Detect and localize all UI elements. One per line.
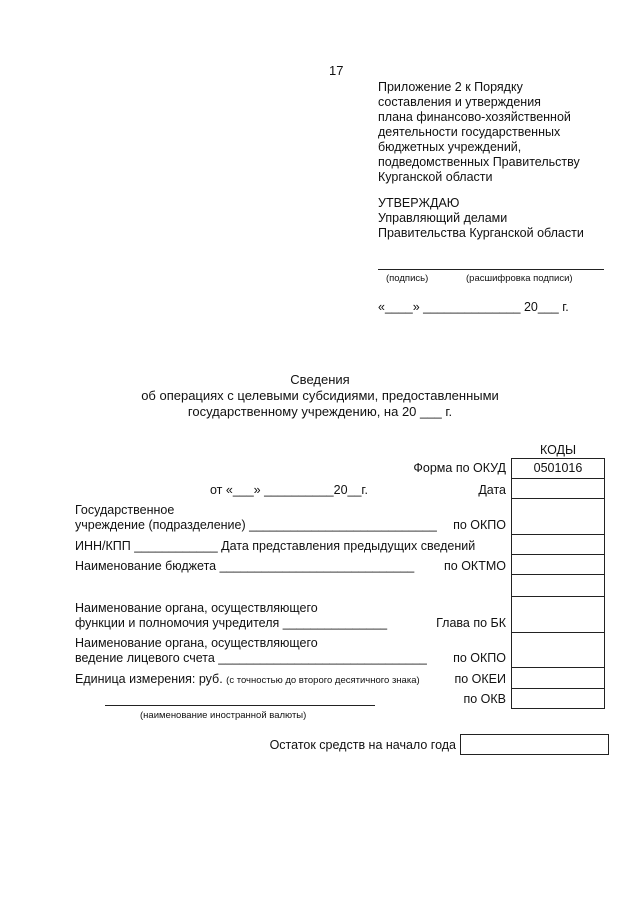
title-line-3: государственному учреждению, на 20 ___ г. [187,404,453,419]
date-code-cell[interactable] [511,478,605,499]
decoding-caption: (расшифровка подписи) [466,273,573,284]
appendix-block [378,80,580,185]
okei-label: по ОКЕИ [454,672,506,686]
appendix-line: Приложение 2 к Порядку [378,80,523,94]
okpo-label-2: по ОКПО [453,651,506,665]
signature-caption: (подпись) [386,273,429,284]
okpo2-code-cell[interactable] [511,632,605,668]
okud-code-cell [511,458,605,479]
codes-header: КОДЫ [539,443,577,457]
appendix-line: плана финансово-хозяйственной [378,110,571,124]
okud-code: 0501016 [533,461,583,475]
oktmo-label: по ОКТМО [444,559,506,573]
date-label: Дата [478,483,506,497]
prev-date-code-cell[interactable] [511,534,605,555]
signature-line [378,269,604,270]
okei-code-cell[interactable] [511,667,605,689]
appendix-line: Курганской области [378,170,493,184]
unit-note: (с точностью до второго десятичного знака) [226,675,420,686]
inn-kpp-label: ИНН/КПП ____________ Дата представления предыдущих сведений [75,539,476,553]
approve-position-2: Правительства Курганской области [378,226,584,240]
balance-label: Остаток средств на начало года [269,738,456,752]
approve-block [378,196,584,241]
glava-bk-label: Глава по БК [436,616,506,630]
account-label-2: ведение лицевого счета ______________________________ [75,651,427,665]
okpo-code-cell[interactable] [511,498,605,535]
page-number: 17 [329,63,344,78]
glava-bk-code-cell[interactable] [511,596,605,633]
okv-code-cell[interactable] [511,688,605,709]
currency-caption: (наименование иностранной валюты) [140,710,307,721]
appendix-line: подведомственных Правительству [378,155,580,169]
founder-label-2: функции и полномочия учредителя _______________ [75,616,388,630]
unit-label: Единица измерения: руб. [75,672,223,686]
oktmo-code-cell[interactable] [511,554,605,575]
okud-label: Форма по ОКУД [413,461,506,475]
approve-date-line: «____» ______________ 20___ г. [378,300,569,314]
okv-label: по ОКВ [463,692,506,706]
approve-title: УТВЕРЖДАЮ [378,196,460,210]
budget-label: Наименование бюджета ____________________________ [75,559,415,573]
unit-row [75,672,420,686]
date-from-field: от «___» __________20__г. [210,483,368,497]
account-label-1: Наименование органа, осуществляющего [75,636,318,650]
empty-code-cell[interactable] [511,574,605,597]
institution-label-1: Государственное [75,503,175,517]
institution-label-2: учреждение (подразделение) ___________________________ [75,518,437,532]
currency-line [105,705,375,706]
appendix-line: бюджетных учреждений, [378,140,522,154]
founder-label-1: Наименование органа, осуществляющего [75,601,318,615]
appendix-line: составления и утверждения [378,95,541,109]
approve-position-1: Управляющий делами [378,211,508,225]
appendix-line: деятельности государственных [378,125,561,139]
document-title [0,372,640,420]
okpo-label: по ОКПО [453,518,506,532]
balance-input[interactable] [460,734,609,755]
title-line-2: об операциях с целевыми субсидиями, предоставленными [141,388,499,403]
title-line-1: Сведения [290,372,350,387]
